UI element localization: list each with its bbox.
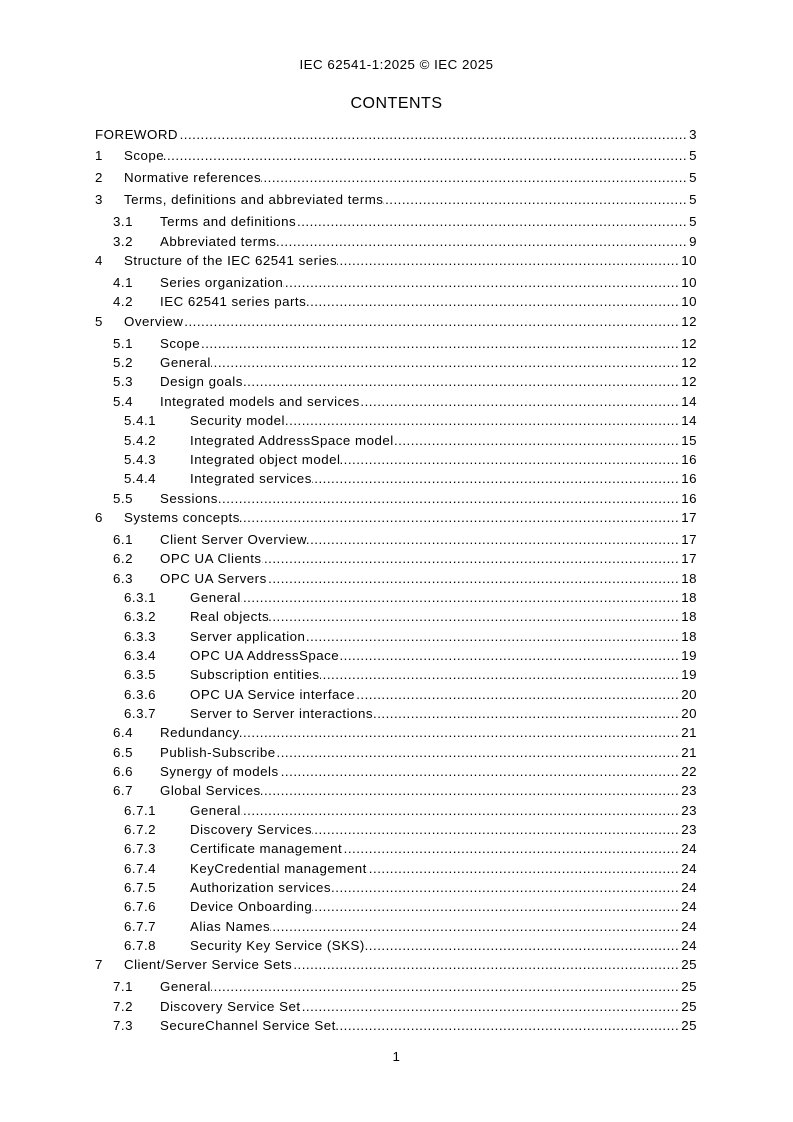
section-number: 6.4 xyxy=(113,725,133,741)
page-ref: 16 xyxy=(681,490,697,506)
dot-leader xyxy=(276,232,689,251)
dot-leader xyxy=(340,450,681,469)
section-number: 5.4.4 xyxy=(124,471,157,487)
section-title: OPC UA Service interface xyxy=(190,686,355,702)
dot-leader xyxy=(178,125,689,144)
dot-leader xyxy=(243,372,681,391)
section-number: 7.3 xyxy=(113,1018,133,1034)
section-title: SecureChannel Service Set xyxy=(160,1018,336,1034)
page-ref: 17 xyxy=(681,531,697,547)
contents-heading: CONTENTS xyxy=(350,95,443,112)
section-number: 6.1 xyxy=(113,531,133,547)
page-ref: 10 xyxy=(681,294,697,310)
toc-entry-6-3-6[interactable] xyxy=(95,685,697,704)
toc-entry-6-1[interactable] xyxy=(95,530,697,549)
page-ref: 14 xyxy=(681,393,697,409)
dot-leader xyxy=(337,251,681,270)
section-title: Client Server Overview xyxy=(160,531,307,547)
toc-entry-6-7-5[interactable] xyxy=(95,878,697,897)
section-number: 1 xyxy=(95,148,103,164)
page-ref: 15 xyxy=(681,432,697,448)
toc-entry-7-2[interactable] xyxy=(95,997,697,1016)
page-ref: 5 xyxy=(689,170,697,186)
dot-leader xyxy=(296,212,689,231)
section-title: Redundancy xyxy=(160,725,240,741)
section-number: 4.1 xyxy=(113,275,133,291)
section-title: Certificate management xyxy=(190,841,343,857)
section-number: 5.4 xyxy=(113,393,133,409)
dot-leader xyxy=(312,469,681,488)
section-title: Systems concepts xyxy=(124,509,240,525)
page-ref: 24 xyxy=(681,918,697,934)
page-ref: 21 xyxy=(681,725,697,741)
dot-leader xyxy=(218,489,681,508)
page-ref: 5 xyxy=(689,214,697,230)
section-number: 6.3.1 xyxy=(124,589,157,605)
section-title: Discovery Services xyxy=(190,822,313,838)
section-title: General xyxy=(190,589,241,605)
dot-leader xyxy=(241,801,681,820)
toc-entry-4-2[interactable] xyxy=(95,292,697,311)
toc-entry-5-4-2[interactable] xyxy=(95,431,697,450)
section-title: Series organization xyxy=(160,275,284,291)
page-ref: 23 xyxy=(681,783,697,799)
section-title: Synergy of models xyxy=(160,763,279,779)
section-number: 6.7.3 xyxy=(124,841,157,857)
section-title: Alias Names xyxy=(190,918,271,934)
toc-entry-6-4[interactable] xyxy=(95,723,697,742)
section-title: Terms and definitions xyxy=(160,214,297,230)
page-ref: 21 xyxy=(681,744,697,760)
section-number: 6.3.7 xyxy=(124,705,157,721)
section-number: 5 xyxy=(95,313,103,329)
dot-leader xyxy=(373,704,681,723)
toc-entry-6-7-1[interactable] xyxy=(95,801,697,820)
page-ref: 19 xyxy=(681,667,697,683)
toc-entry-6-7-6[interactable] xyxy=(95,897,697,916)
section-number: 6.7.4 xyxy=(124,860,157,876)
section-title: Design goals xyxy=(160,374,243,390)
section-number: 5.5 xyxy=(113,490,133,506)
dot-leader xyxy=(269,607,681,626)
page-ref: 12 xyxy=(681,313,697,329)
section-number: 6.7.8 xyxy=(124,938,157,954)
toc-entry-4-1[interactable] xyxy=(95,273,697,292)
table-of-contents xyxy=(95,125,697,1036)
dot-leader xyxy=(367,859,681,878)
toc-entry-3-2[interactable] xyxy=(95,232,697,251)
dot-leader xyxy=(383,190,689,209)
dot-leader xyxy=(270,917,681,936)
toc-entry-5[interactable] xyxy=(95,312,697,331)
section-title: Device Onboarding xyxy=(190,899,313,915)
running-header: IEC 62541-1:2025 © IEC 2025 xyxy=(299,56,494,72)
toc-entry-6-2[interactable] xyxy=(95,549,697,568)
section-number: 6.2 xyxy=(113,551,133,567)
section-number: 3 xyxy=(95,192,103,208)
section-number: 7 xyxy=(95,957,103,973)
page-ref: 20 xyxy=(681,686,697,702)
section-title: Client/Server Service Sets xyxy=(124,957,293,973)
section-title: Structure of the IEC 62541 series xyxy=(124,253,338,269)
section-title: Authorization services xyxy=(190,880,332,896)
toc-entry-6-3-1[interactable] xyxy=(95,588,697,607)
section-title: Integrated object model xyxy=(190,451,341,467)
dot-leader xyxy=(241,588,681,607)
page-ref: 24 xyxy=(681,841,697,857)
toc-entry-5-4-1[interactable] xyxy=(95,411,697,430)
dot-leader xyxy=(320,665,682,684)
toc-entry-foreword[interactable] xyxy=(95,125,697,144)
page-ref: 10 xyxy=(681,253,697,269)
dot-leader xyxy=(164,146,689,165)
section-number: 6.3.3 xyxy=(124,628,157,644)
page-ref: 23 xyxy=(681,822,697,838)
section-title: Discovery Service Set xyxy=(160,998,301,1014)
dot-leader xyxy=(292,955,681,974)
section-title: OPC UA AddressSpace xyxy=(190,647,340,663)
dot-leader xyxy=(307,530,681,549)
page-ref: 9 xyxy=(689,233,697,249)
section-title: Scope xyxy=(160,335,201,351)
section-number: 5.4.1 xyxy=(124,413,157,429)
page-ref: 24 xyxy=(681,899,697,915)
section-title: OPC UA Servers xyxy=(160,570,267,586)
dot-leader xyxy=(283,273,681,292)
page-ref: 25 xyxy=(681,979,697,995)
toc-entry-5-4[interactable] xyxy=(95,392,697,411)
dot-leader xyxy=(276,743,682,762)
page-number: 1 xyxy=(392,1048,401,1064)
toc-entry-6-7-3[interactable] xyxy=(95,839,697,858)
dot-leader xyxy=(339,646,681,665)
dot-leader xyxy=(211,977,681,996)
section-title: Abbreviated terms xyxy=(160,233,277,249)
section-number: 6.7.7 xyxy=(124,918,157,934)
section-title: Server to Server interactions xyxy=(190,705,373,721)
section-number: 5.1 xyxy=(113,335,133,351)
dot-leader xyxy=(306,292,681,311)
page-ref: 25 xyxy=(681,998,697,1014)
toc-entry-1[interactable] xyxy=(95,146,697,165)
section-number: 6.3 xyxy=(113,570,133,586)
dot-leader xyxy=(211,353,681,372)
section-number: 6.3.6 xyxy=(124,686,157,702)
toc-entry-7-1[interactable] xyxy=(95,977,697,996)
page-ref: 3 xyxy=(689,126,697,142)
section-number: 6.3.4 xyxy=(124,647,157,663)
section-title: Overview xyxy=(124,313,184,329)
page-ref: 17 xyxy=(681,509,697,525)
section-title: Publish-Subscribe xyxy=(160,744,276,760)
toc-entry-6-7[interactable] xyxy=(95,781,697,800)
toc-entry-6-3-4[interactable] xyxy=(95,646,697,665)
toc-entry-7[interactable] xyxy=(95,955,697,974)
dot-leader xyxy=(261,168,689,187)
toc-entry-5-5[interactable] xyxy=(95,489,697,508)
section-number: 6.5 xyxy=(113,744,133,760)
dot-leader xyxy=(394,431,681,450)
section-title: Integrated AddressSpace model xyxy=(190,432,394,448)
page-ref: 20 xyxy=(681,705,697,721)
toc-entry-6-7-2[interactable] xyxy=(95,820,697,839)
section-number: 6.7.5 xyxy=(124,880,157,896)
dot-leader xyxy=(312,897,681,916)
dot-leader xyxy=(285,411,681,430)
section-title: Security Key Service (SKS) xyxy=(190,938,365,954)
page-ref: 5 xyxy=(689,192,697,208)
toc-entry-3-1[interactable] xyxy=(95,212,697,231)
toc-entry-6-5[interactable] xyxy=(95,743,697,762)
toc-entry-5-4-3[interactable] xyxy=(95,450,697,469)
section-number: 7.2 xyxy=(113,998,133,1014)
dot-leader xyxy=(262,549,682,568)
dot-leader xyxy=(342,839,681,858)
page-ref: 23 xyxy=(681,802,697,818)
dot-leader xyxy=(240,508,681,527)
dot-leader xyxy=(336,1016,681,1035)
section-number: 3.2 xyxy=(113,233,133,249)
section-title: Subscription entities xyxy=(190,667,320,683)
section-title: OPC UA Clients xyxy=(160,551,262,567)
page-ref: 19 xyxy=(681,647,697,663)
page-ref: 10 xyxy=(681,275,697,291)
toc-entry-4[interactable] xyxy=(95,251,697,270)
page-ref: 18 xyxy=(681,589,697,605)
dot-leader xyxy=(355,685,681,704)
section-number: 5.3 xyxy=(113,374,133,390)
section-number: 4.2 xyxy=(113,294,133,310)
toc-entry-6-3-5[interactable] xyxy=(95,665,697,684)
toc-entry-6-6[interactable] xyxy=(95,762,697,781)
page-ref: 22 xyxy=(681,763,697,779)
dot-leader xyxy=(279,762,682,781)
section-number: 6.7 xyxy=(113,783,133,799)
section-number: 4 xyxy=(95,253,103,269)
section-number: 5.4.3 xyxy=(124,451,157,467)
section-title: General xyxy=(160,355,211,371)
section-number: 3.1 xyxy=(113,214,133,230)
dot-leader xyxy=(240,723,682,742)
page-ref: 25 xyxy=(681,957,697,973)
section-title: IEC 62541 series parts xyxy=(160,294,307,310)
page-ref: 12 xyxy=(681,374,697,390)
section-title: FOREWORD xyxy=(95,126,179,142)
toc-entry-6-3-7[interactable] xyxy=(95,704,697,723)
dot-leader xyxy=(267,569,681,588)
section-title: Real objects xyxy=(190,609,270,625)
section-title: Server application xyxy=(190,628,306,644)
page-ref: 16 xyxy=(681,451,697,467)
dot-leader xyxy=(365,936,681,955)
dot-leader xyxy=(301,997,682,1016)
section-number: 6 xyxy=(95,509,103,525)
toc-entry-6-3[interactable] xyxy=(95,569,697,588)
dot-leader xyxy=(200,334,681,353)
toc-entry-2[interactable] xyxy=(95,168,697,187)
toc-entry-6-7-8[interactable] xyxy=(95,936,697,955)
page-ref: 17 xyxy=(681,551,697,567)
dot-leader xyxy=(305,627,681,646)
toc-entry-6-7-4[interactable] xyxy=(95,859,697,878)
section-title: General xyxy=(160,979,211,995)
toc-entry-6-3-3[interactable] xyxy=(95,627,697,646)
toc-entry-5-2[interactable] xyxy=(95,353,697,372)
section-number: 7.1 xyxy=(113,979,133,995)
section-number: 6.7.1 xyxy=(124,802,157,818)
dot-leader xyxy=(360,392,681,411)
toc-entry-3[interactable] xyxy=(95,190,697,209)
section-title: General xyxy=(190,802,241,818)
page-ref: 5 xyxy=(689,148,697,164)
section-title: KeyCredential management xyxy=(190,860,367,876)
toc-entry-6[interactable] xyxy=(95,508,697,527)
section-title: Normative references xyxy=(124,170,262,186)
page-ref: 12 xyxy=(681,355,697,371)
dot-leader xyxy=(331,878,681,897)
section-title: Global Services xyxy=(160,783,261,799)
section-number: 6.3.5 xyxy=(124,667,157,683)
toc-entry-5-1[interactable] xyxy=(95,334,697,353)
section-title: Security model xyxy=(190,413,285,429)
dot-leader xyxy=(261,781,682,800)
page-ref: 16 xyxy=(681,471,697,487)
page-ref: 14 xyxy=(681,413,697,429)
dot-leader xyxy=(312,820,681,839)
page-ref: 24 xyxy=(681,938,697,954)
section-number: 5.2 xyxy=(113,355,133,371)
toc-entry-5-3[interactable] xyxy=(95,372,697,391)
page-ref: 12 xyxy=(681,335,697,351)
page-ref: 24 xyxy=(681,880,697,896)
dot-leader xyxy=(183,312,681,331)
toc-entry-6-7-7[interactable] xyxy=(95,917,697,936)
section-number: 6.7.6 xyxy=(124,899,157,915)
section-title: Terms, definitions and abbreviated terms xyxy=(124,192,384,208)
section-title: Integrated models and services xyxy=(160,393,360,409)
section-number: 5.4.2 xyxy=(124,432,157,448)
section-number: 6.7.2 xyxy=(124,822,157,838)
section-title: Scope xyxy=(124,148,165,164)
section-title: Sessions xyxy=(160,490,218,506)
page-ref: 18 xyxy=(681,628,697,644)
section-number: 6.6 xyxy=(113,763,133,779)
toc-entry-7-3[interactable] xyxy=(95,1016,697,1035)
section-number: 6.3.2 xyxy=(124,609,157,625)
page-ref: 18 xyxy=(681,570,697,586)
toc-entry-5-4-4[interactable] xyxy=(95,469,697,488)
page-ref: 25 xyxy=(681,1018,697,1034)
page-ref: 18 xyxy=(681,609,697,625)
section-number: 2 xyxy=(95,170,103,186)
section-title: Integrated services xyxy=(190,471,312,487)
toc-entry-6-3-2[interactable] xyxy=(95,607,697,626)
page-ref: 24 xyxy=(681,860,697,876)
